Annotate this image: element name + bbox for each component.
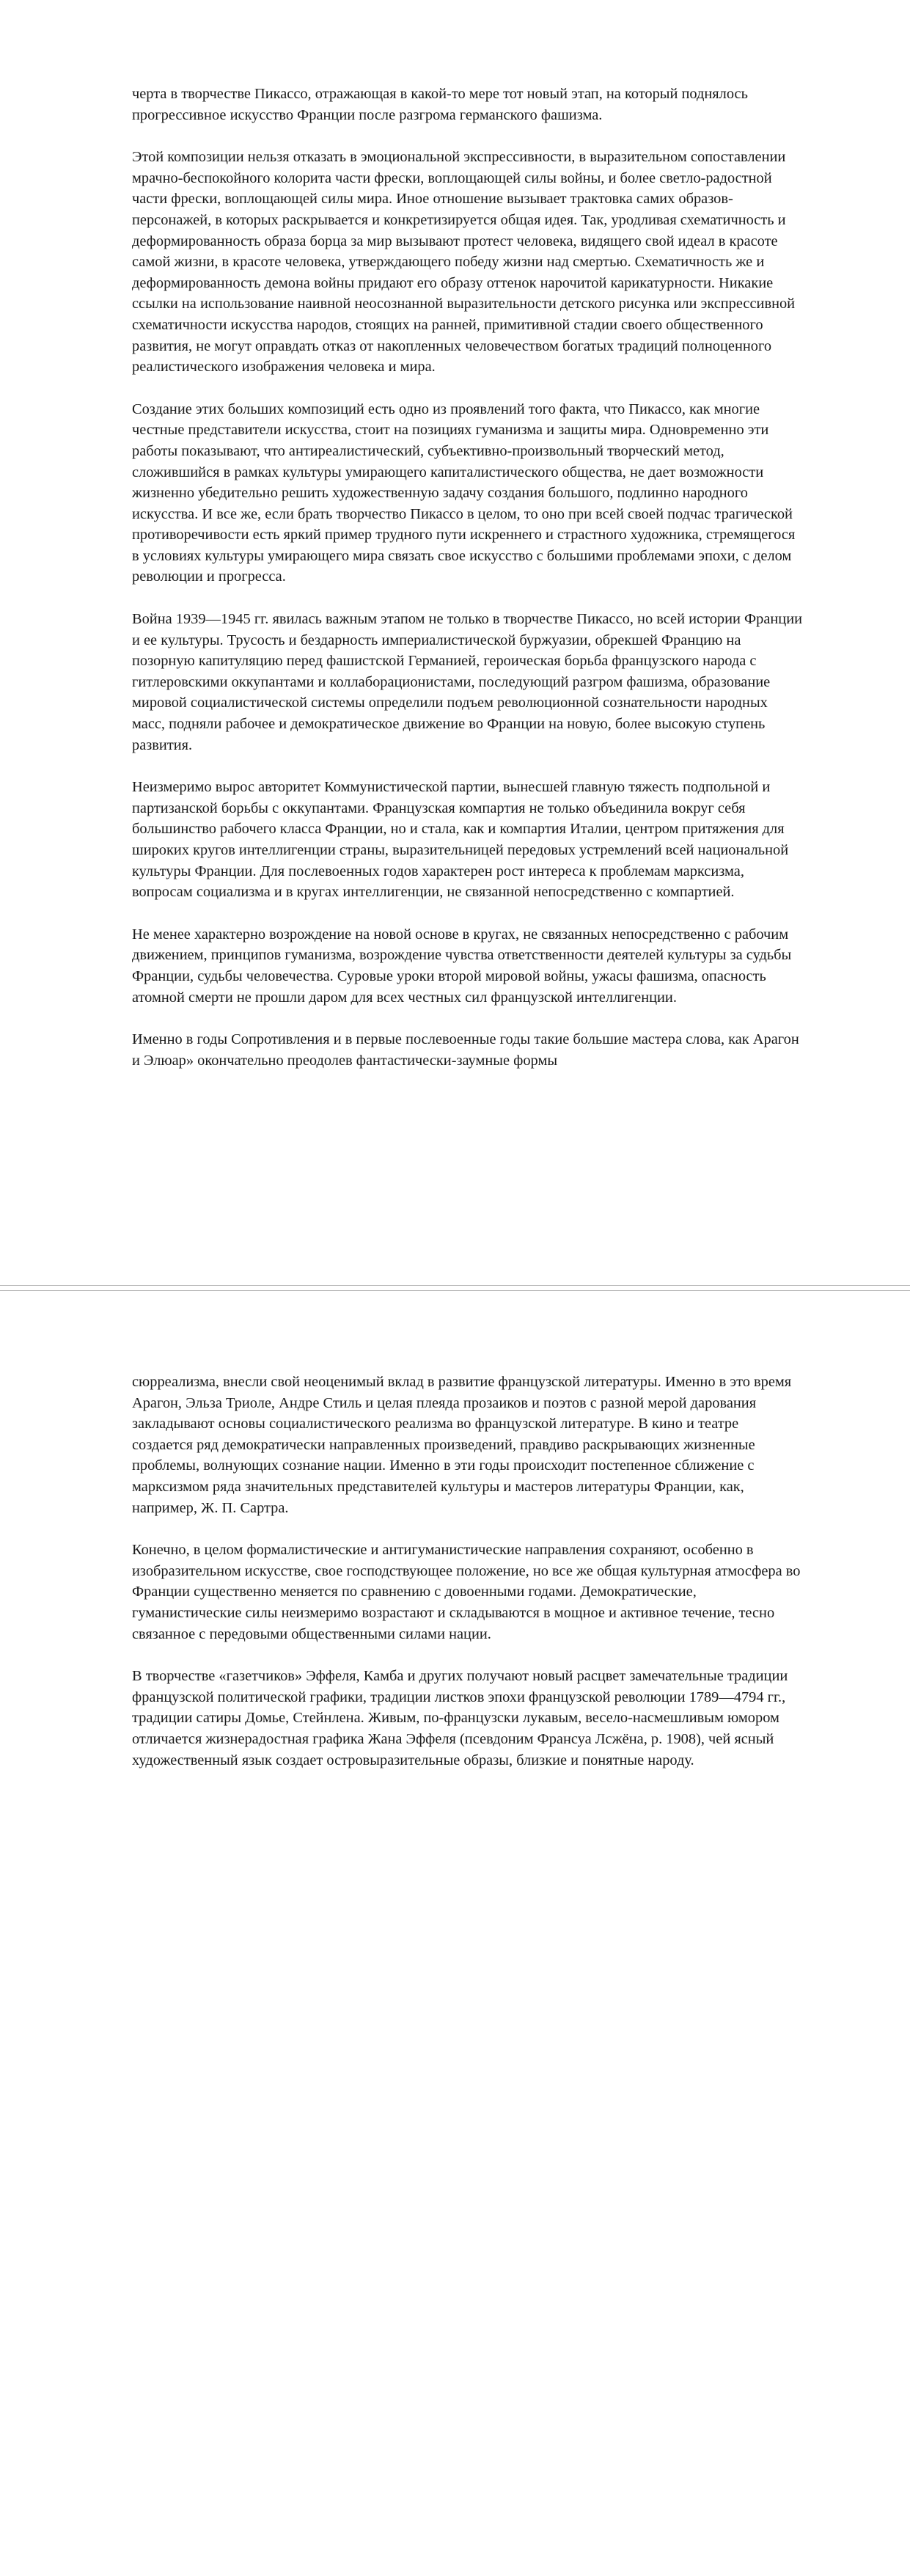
paragraph: Конечно, в целом формалистические и антигуманистические направления сохраняют, особенно в изобразительном искусстве, свое господствующее положение, но все же общая культурная атмосфера во Франции существенно меняется по сравнению с довоенными годами. Демократические, гуманистические силы неизмеримо возрастают и складываются в мощное и активное течение, тесно связанное с передовыми общественными силами нации.: [132, 1542, 801, 1642]
document-page-2: [0, 1291, 910, 2576]
page-text: [132, 1372, 803, 1792]
paragraph: Этой композиции нельзя отказать в эмоциональной экспрессивности, в выразительном сопоставлении мрачно-беспокойного колорита части фрески, воплощающей силы войны, и более светло-радостной части фрески, воплощающей силы мира. Иное отношение вызывает трактовка самих образов-персонажей, в которых раскрывается и конкретизируется общая идея. Так, уродливая схематичность и деформированность образа борца за мир вызывают протест человека, видящего свой идеал в красоте самой жизни, в красоте человека, утверждающего победу жизни над смертью. Схематичность же и деформированность демона войны придают его образу оттенок нарочитой карикатурности. Никакие ссылки на использование наивной неосознанной выразительности детского рисунка или экспрессивной схематичности искусства народов, стоящих на ранней, примитивной стадии своего общественного развития, не могут оправдать отказ от накопленных человечеством богатых традиций полноценного реалистического изображения человека и мира.: [132, 149, 796, 376]
paragraph: сюрреализма, внесли свой неоценимый вклад в развитие французской литературы. Именно в это время Арагон, Эльза Триоле, Андре Стиль и целая плеяда прозаиков и поэтов с разной мерой дарования закладывают основы социалистического реализма во французской литературе. В кино и театре создается ряд демократически направленных произведений, правдиво раскрывающих жизненные проблемы, волнующих сознание нации. Именно в эти годы происходит постепенное сближение с марксизмом ряда значительных представителей культуры и мастеров литературы Франции, как, например, Ж. П. Сартра.: [132, 1374, 792, 1516]
paragraph: В творчестве «газетчиков» Эффеля, Камба и других получают новый расцвет замечательные традиции французской политической графики, традиции листков эпохи французской революции 1789—4794 гг., традиции сатиры Домье, Стейнлена. Живым, по-французски лукавым, весело-насмешливым юмором отличается жизнерадостная графика Жана Эффеля (псевдоним Франсуа Лсжёна, р. 1908), чей ясный художественный язык создает островыразительные образы, близкие и понятные народу.: [132, 1668, 788, 1768]
paragraph: Создание этих больших композиций есть одно из проявлений того факта, что Пикассо, как многие честные представители искусства, стоит на позициях гуманизма и защиты мира. Одновременно эти работы показывают, что антиреалистический, субъективно-произвольный творческий метод, сложившийся в рамках культуры умирающего капиталистического общества, не дает возможности жизненно убедительно решить художественную задачу создания большого, подлинно народного искусства. И все же, если брать творчество Пикассо в целом, то оно при всей своей подчас трагической противоречивости есть яркий пример трудного пути искреннего и страстного художника, стремящегося в условиях культуры умирающего мира связать свое искусство с большими проблемами эпохи, с делом революции и прогресса.: [132, 400, 796, 585]
document-page-1: [0, 0, 910, 1285]
paragraph: Неизмеримо вырос авторитет Коммунистической партии, вынесшей главную тяжесть подпольной и партизанской борьбы с оккупантами. Французская компартия не только объединила вокруг себя большинство рабочего класса Франции, но и стала, как и компартия Италии, центром притяжения для широких кругов интеллигенции страны, выразительницей передовых устремлений всей национальной культуры Франции. Для послевоенных годов характерен рост интереса к проблемам марксизма, вопросам социализма и в кругах интеллигенции, не связанной непосредственно с компартией.: [132, 779, 789, 901]
paragraph: Именно в годы Сопротивления и в первые послевоенные годы такие большие мастера слова, как Арагон и Элюар» окончательно преодолев фантастически-заумные формы: [132, 1031, 799, 1069]
paragraph: черта в творчестве Пикассо, отражающая в какой-то мере тот новый этап, на который поднялось прогрессивное искусство Франции после разгрома германского фашизма.: [132, 86, 748, 123]
page-text: [132, 84, 803, 1092]
paragraph: Не менее характерно возрождение на новой основе в кругах, не связанных непосредственно с рабочим движением, принципов гуманизма, возрождение чувства ответственности деятелей культуры за судьбы Франции, судьбы человечества. Суровые уроки второй мировой войны, ужасы фашизма, опасность атомной смерти не прошли даром для всех честных сил французской интеллигенции.: [132, 926, 792, 1006]
page-break-divider: [0, 1285, 910, 1291]
paragraph: Война 1939—1945 гг. явилась важным этапом не только в творчестве Пикассо, но всей истории Франции и ее культуры. Трусость и бездарность империалистической буржуазии, обрекшей Францию на позорную капитуляцию перед фашистской Германией, героическая борьба французского народа с гитлеровскими оккупантами и коллаборационистами, последующий разгром фашизма, образование мировой социалистической системы определили подъем революционной сознательности народных масс, подняли рабочее и демократическое движение во Франции на новую, более высокую ступень развития.: [132, 611, 803, 753]
